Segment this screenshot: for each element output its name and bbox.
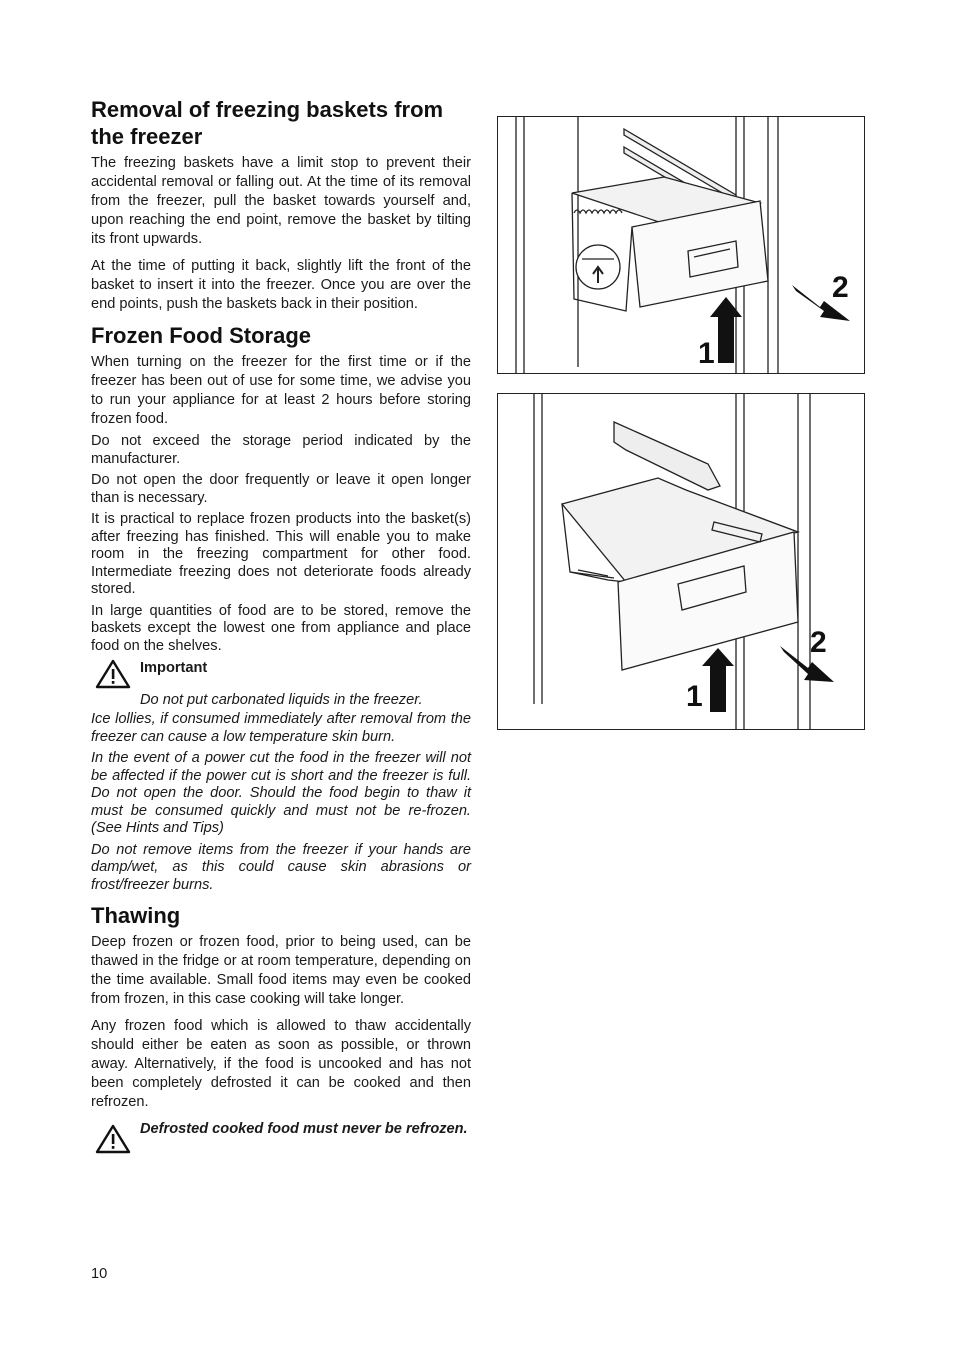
storage-paragraph-5: In large quantities of food are to be stored, remove the baskets except the lowest one from appliance and place food on the shelves.: [91, 602, 471, 654]
important-title: Important: [140, 660, 208, 676]
figure2-label-2: 2: [810, 626, 827, 659]
important-line-1: Do not put carbonated liquids in the freezer.: [140, 692, 423, 708]
page-number: 10: [91, 1266, 108, 1282]
removal-paragraph-1: The freezing baskets have a limit stop to prevent their accidental removal or falling out. At the time of its removal from the freezer, pull the basket towards yourself and, upon reaching the end point, remove the basket by tilting its front upwards.: [91, 155, 471, 247]
thawing-warning-text: Defrosted cooked food must never be refrozen.: [140, 1121, 468, 1137]
section-title-thawing: Thawing: [91, 903, 181, 928]
basket-illustration-2: [498, 394, 864, 729]
figure2-label-1: 1: [686, 680, 703, 713]
warning-triangle-icon: [95, 659, 131, 689]
text-column: [91, 96, 471, 1139]
important-notice: [91, 659, 471, 709]
storage-paragraph-3: Do not open the door frequently or leave it open longer than is necessary.: [91, 472, 471, 506]
warning-triangle-icon: [95, 1124, 131, 1154]
storage-paragraph-4: It is practical to replace frozen products into the basket(s) after freezing has finished. This will enable you to make room in the freezing compartment for other food. Intermediate freezing does not deteriorate foods already stored.: [91, 511, 471, 597]
basket-illustration-1: [498, 117, 864, 373]
important-paragraph-3: In the event of a power cut the food in the freezer will not be affected if the power cut is short and the freezer is full. Do not open the door. Should the food begin to thaw it must be consumed quickly and must not be re-frozen. (See Hints and Tips): [91, 750, 471, 836]
storage-paragraph-2: Do not exceed the storage period indicated by the manufacturer.: [91, 433, 471, 467]
important-paragraph-4: Do not remove items from the freezer if your hands are damp/wet, as this could cause skin abrasions or frost/freezer burns.: [91, 841, 471, 893]
important-paragraph-2: Ice lollies, if consumed immediately after removal from the freezer can cause a low temperature skin burn.: [91, 711, 471, 745]
section-title-storage: Frozen Food Storage: [91, 323, 311, 348]
figure-basket-removal-2: [497, 393, 865, 730]
storage-paragraph-1: When turning on the freezer for the first time or if the freezer has been out of use for some time, we advise you to run your appliance for at least 2 hours before storing frozen food.: [91, 354, 471, 427]
figure1-label-1: 1: [698, 337, 715, 370]
thawing-paragraph-1: Deep frozen or frozen food, prior to being used, can be thawed in the fridge or at room temperature, depending on the time available. Small food items may even be cooked from frozen, in this case cooking will take longer.: [91, 934, 471, 1007]
thawing-paragraph-2: Any frozen food which is allowed to thaw accidentally should either be eaten as soon as possible, or thrown away. Alternatively, if the food is uncooked and has not been completely defrosted it can be cooked and then refrozen.: [91, 1018, 471, 1110]
arrow-up-icon: [702, 648, 734, 712]
figure1-label-2: 2: [832, 271, 849, 304]
figure-basket-removal-1: [497, 116, 865, 374]
section-title-removal: Removal of freezing baskets from the freezer: [91, 97, 444, 149]
thawing-warning: [91, 1120, 471, 1139]
arrow-up-icon: [710, 297, 742, 363]
removal-paragraph-2: At the time of putting it back, slightly lift the front of the basket to insert it into the freezer. Once you are over the end points, push the baskets back in their position.: [91, 258, 471, 312]
